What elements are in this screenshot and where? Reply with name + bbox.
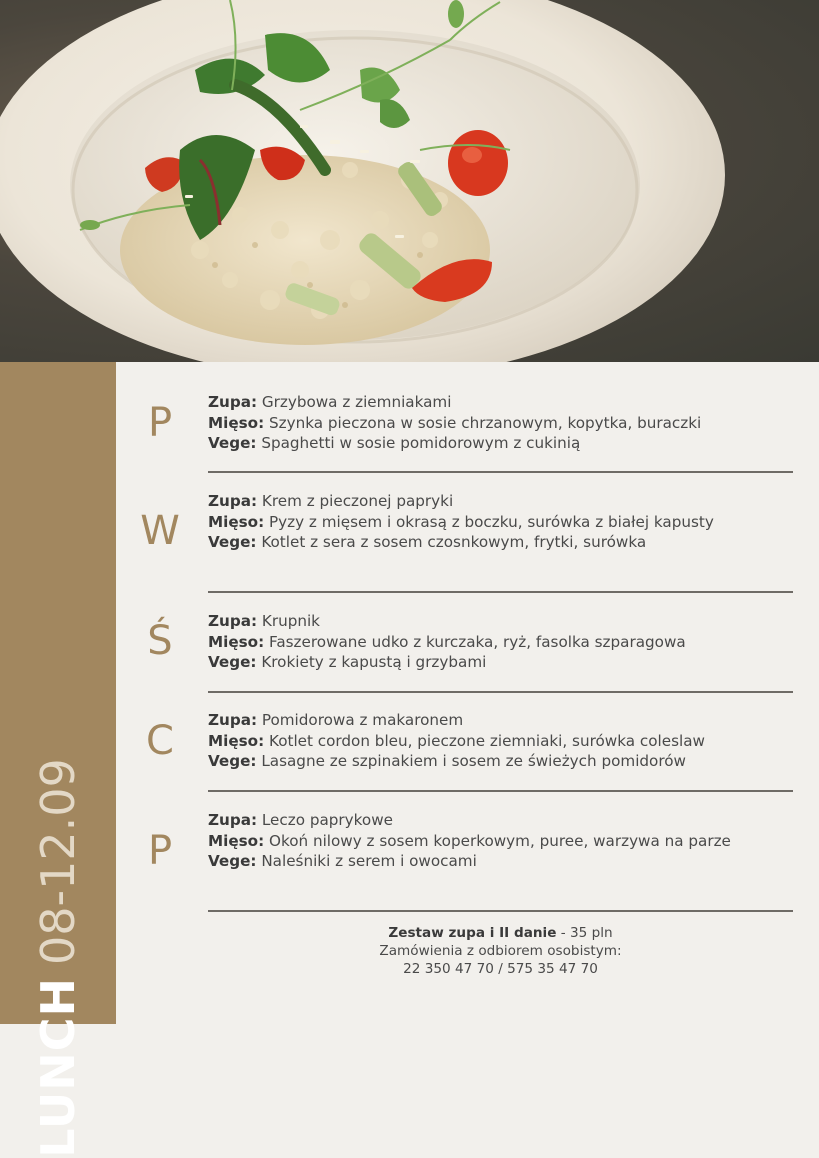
day-letter: P xyxy=(147,828,173,874)
soup-label: Zupa: xyxy=(208,811,258,829)
set-name: Zestaw zupa i II danie xyxy=(388,925,557,941)
menu-title-lunch: LUNCH xyxy=(31,977,85,1158)
meat-label: Mięso: xyxy=(208,632,265,651)
meat-row xyxy=(208,632,793,653)
soup-label: Zupa: xyxy=(208,612,258,630)
soup-value: Leczo paprykowe xyxy=(261,811,393,829)
soup-row xyxy=(208,491,793,512)
soup-row xyxy=(208,392,793,413)
divider xyxy=(208,910,793,912)
divider xyxy=(208,471,793,473)
day-letter: W xyxy=(140,508,180,554)
day-letter: Ś xyxy=(147,618,173,664)
divider xyxy=(208,790,793,792)
soup-value: Grzybowa z ziemniakami xyxy=(261,393,452,411)
meat-value: Faszerowane udko z kurczaka, ryż, fasolka szparagowa xyxy=(269,632,686,651)
day-menu xyxy=(208,710,793,772)
soup-value: Krem z pieczonej papryki xyxy=(261,492,454,510)
meat-value: Okoń nilowy z sosem koperkowym, puree, warzywa na parze xyxy=(269,831,731,850)
soup-label: Zupa: xyxy=(208,711,258,729)
day-menu xyxy=(208,491,793,553)
menu-title xyxy=(31,758,85,1158)
vege-label: Vege: xyxy=(208,752,257,770)
vege-value: Krokiety z kapustą i grzybami xyxy=(261,653,487,671)
meat-label: Mięso: xyxy=(208,731,265,750)
soup-row xyxy=(208,810,793,831)
menu-title-dates: 08-12.09 xyxy=(31,758,85,966)
vege-label: Vege: xyxy=(208,434,257,452)
vege-label: Vege: xyxy=(208,533,257,551)
risotto-plate-illustration xyxy=(0,0,819,362)
day-letter: P xyxy=(147,400,173,446)
hero-photo-risotto xyxy=(0,0,819,362)
day-letter: C xyxy=(146,718,174,764)
vege-row xyxy=(208,851,793,872)
set-price-line xyxy=(208,924,793,942)
vege-row xyxy=(208,433,793,454)
day-menu xyxy=(208,392,793,454)
menu-panel xyxy=(116,362,819,1024)
meat-label: Mięso: xyxy=(208,512,265,531)
soup-value: Pomidorowa z makaronem xyxy=(261,711,464,729)
day-menu xyxy=(208,611,793,673)
vege-row xyxy=(208,652,793,673)
sidebar xyxy=(0,362,116,1158)
meat-value: Pyzy z mięsem i okrasą z boczku, surówka z białej kapusty xyxy=(269,512,714,531)
footer-info xyxy=(208,924,793,978)
meat-row xyxy=(208,831,793,852)
phone-numbers: 22 350 47 70 / 575 35 47 70 xyxy=(403,961,598,977)
divider xyxy=(208,691,793,693)
meat-label: Mięso: xyxy=(208,413,265,432)
vege-value: Naleśniki z serem i owocami xyxy=(261,852,477,870)
day-menu xyxy=(208,810,793,872)
soup-row xyxy=(208,611,793,632)
vege-value: Spaghetti w sosie pomidorowym z cukinią xyxy=(261,434,581,452)
soup-row xyxy=(208,710,793,731)
meat-row xyxy=(208,731,793,752)
meat-value: Kotlet cordon bleu, pieczone ziemniaki, surówka coleslaw xyxy=(269,731,705,750)
vege-value: Kotlet z sera z sosem czosnkowym, frytki, surówka xyxy=(261,533,647,551)
vege-label: Vege: xyxy=(208,852,257,870)
soup-value: Krupnik xyxy=(261,612,320,630)
orders-line: Zamówienia z odbiorem osobistym: xyxy=(379,943,622,959)
soup-label: Zupa: xyxy=(208,393,258,411)
vege-value: Lasagne ze szpinakiem i sosem ze świeżych pomidorów xyxy=(261,752,686,770)
vege-label: Vege: xyxy=(208,653,257,671)
divider xyxy=(208,591,793,593)
set-price: - 35 pln xyxy=(556,925,613,941)
vege-row xyxy=(208,532,793,553)
meat-label: Mięso: xyxy=(208,831,265,850)
meat-value: Szynka pieczona w sosie chrzanowym, kopytka, buraczki xyxy=(269,413,702,432)
soup-label: Zupa: xyxy=(208,492,258,510)
vege-row xyxy=(208,751,793,772)
meat-row xyxy=(208,512,793,533)
meat-row xyxy=(208,413,793,434)
